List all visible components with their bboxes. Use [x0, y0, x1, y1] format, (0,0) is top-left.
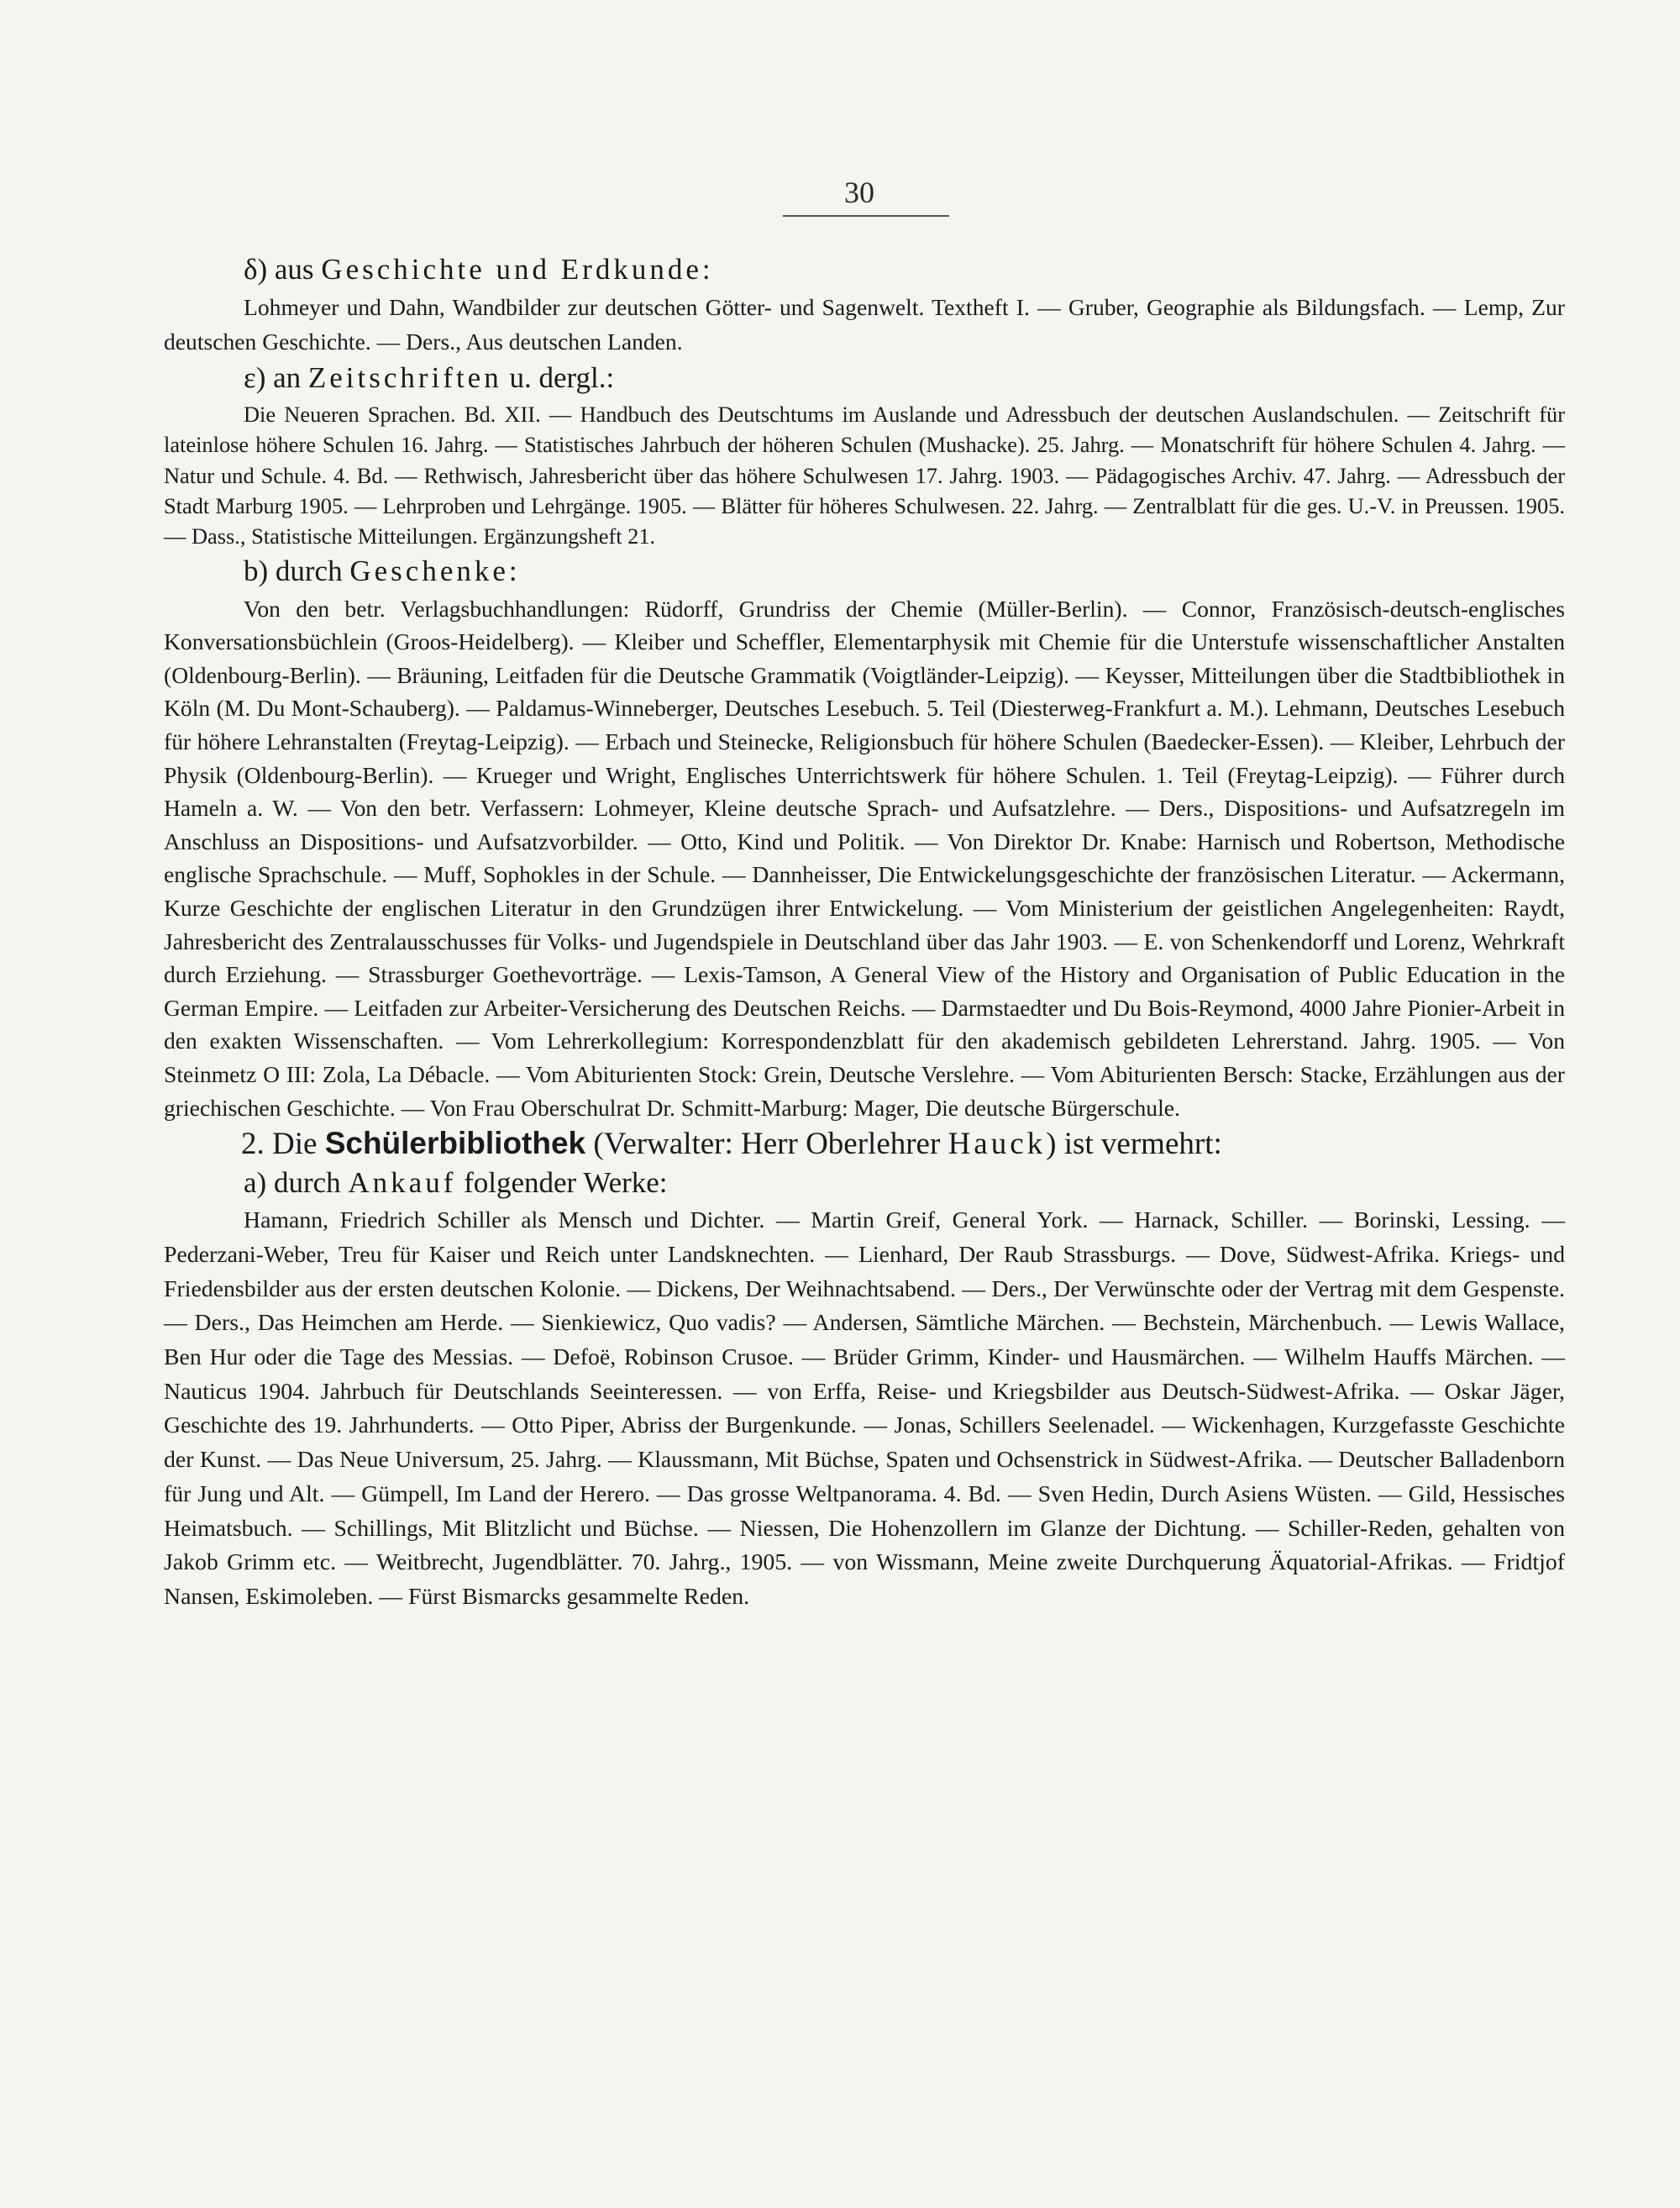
heading-suffix: : — [508, 554, 517, 587]
header-rule — [783, 215, 949, 217]
heading-prefix: δ) aus — [244, 253, 322, 286]
heading-zeitschriften — [164, 360, 1565, 396]
heading-suffix: folgender Werke: — [456, 1166, 668, 1200]
heading-prefix: b) durch — [244, 554, 350, 587]
heading-suffix: : — [701, 253, 711, 286]
heading-suffix: u. dergl.: — [501, 361, 615, 395]
heading-geschichte-erdkunde — [164, 252, 1565, 287]
page-content — [164, 250, 1565, 1615]
heading-ankauf — [164, 1165, 1565, 1201]
heading-middle: (Verwalter: Herr Oberlehrer — [585, 1127, 948, 1162]
heading-suffix: ) ist vermehrt: — [1046, 1127, 1222, 1162]
heading-bold-text: Schülerbibliothek — [324, 1126, 586, 1161]
heading-prefix: a) durch — [244, 1166, 349, 1200]
paragraph-geschichte-erdkunde: Lohmeyer und Dahn, Wandbilder zur deutschen Götter- und Sagenwelt. Textheft I. — Gruber, Geographie als Bildungsfach. — Lemp, Zur deutschen Geschichte. — Ders., Aus deutschen Landen. — [164, 294, 1565, 355]
heading-prefix: 2. Die — [241, 1127, 325, 1162]
heading-prefix: ε) an — [244, 361, 308, 395]
paragraph-ankauf: Hamann, Friedrich Schiller als Mensch und Dichter. — Martin Greif, General York. — Harnack, Schiller. — Borinski, Lessing. — Pederzani-Weber, Treu für Kaiser und Reich unter Landsknechten. — Lienhard, Der Raub Strassburgs. — Dove, Südwest-Afrika. Kriegs- und Friedensbilder aus der ersten deutschen Kolonie. — Dickens, Der Weihnachtsabend. — Ders., Der Verwünschte oder der Vertrag mit dem Gespenste. — Ders., Das Heimchen am Herde. — Sienkiewicz, Quo vadis? — Andersen, Sämtliche Märchen. — Bechstein, Märchenbuch. — Lewis Wallace, Ben Hur oder die Tage des Messias. — Defoë, Robinson Crusoe. — Brüder Grimm, Kinder- und Hausmärchen. — Wilhelm Hauffs Märchen. — Nauticus 1904. Jahrbuch für Deutschlands Seeinteressen. — von Erffa, Reise- und Kriegsbilder aus Deutsch-Südwest-Afrika. — Oskar Jäger, Geschichte des 19. Jahrhunderts. — Otto Piper, Abriss der Burgenkunde. — Jonas, Schillers Seelenadel. — Wickenhagen, Kurzgefasste Geschichte der Kunst. — Das Neue Universum, 25. Jahrg. — Klaussmann, Mit Büchse, Spaten und Ochsenstrick in Südwest-Afrika. — Deutscher Balladenborn für Jung und Alt. — Gümpell, Im Land der Herero. — Das grosse Weltpanorama. 4. Bd. — Sven Hedin, Durch Asiens Wüsten. — Gild, Hessisches Heimatsbuch. — Schillings, Mit Blitzlicht und Büchse. — Niessen, Die Hohenzollern im Glanze der Dichtung. — Schiller-Reden, gehalten von Jakob Grimm etc. — Weitbrecht, Jugendblätter. 70. Jahrg., 1905. — von Wissmann, Meine zweite Durchquerung Äquatorial-Afrikas. — Fridtjof Nansen, Eskimoleben. — Fürst Bismarcks gesammelte Reden. — [164, 1207, 1565, 1610]
heading-schuelerbibliothek — [164, 1126, 1565, 1162]
heading-spaced-text: Hauck — [948, 1127, 1047, 1162]
heading-geschenke — [164, 554, 1565, 589]
heading-spaced-text: Ankauf — [348, 1166, 457, 1200]
paragraph-geschenke: Von den betr. Verlagsbuchhandlungen: Rüdorff, Grundriss der Chemie (Müller-Berlin). — Connor, Französisch-deutsch-englisches Konversationsbüchlein (Groos-Heidelberg). — Kleiber und Scheffler, Elementarphysik mit Chemie für die Unterstufe wissenschaftlicher Anstalten (Oldenbourg-Berlin). — Bräuning, Leitfaden für die Deutsche Grammatik (Voigtländer-Leipzig). — Keysser, Mitteilungen über die Stadtbibliothek in Köln (M. Du Mont-Schauberg). — Paldamus-Winneberger, Deutsches Lesebuch. 5. Teil (Diesterweg-Frankfurt a. M.). Lehmann, Deutsches Lesebuch für höhere Lehranstalten (Freytag-Leipzig). — Erbach und Steinecke, Religionsbuch für höhere Schulen (Baedecker-Essen). — Kleiber, Lehrbuch der Physik (Oldenbourg-Berlin). — Krueger und Wright, Englisches Unterrichtswerk für höhere Schulen. 1. Teil (Freytag-Leipzig). — Führer durch Hameln a. W. — Von den betr. Verfassern: Lohmeyer, Kleine deutsche Sprach- und Aufsatzlehre. — Ders., Dispositions- und Aufsatzregeln im Anschluss an Dispositions- und Aufsatzvorbilder. — Otto, Kind und Politik. — Von Direktor Dr. Knabe: Harnisch und Robertson, Methodische englische Sprachschule. — Muff, Sophokles in der Schule. — Dannheisser, Die Entwickelungsgeschichte der französischen Literatur. — Ackermann, Kurze Geschichte der englischen Literatur in den Grundzügen ihrer Entwickelung. — Vom Ministerium der geistlichen Angelegenheiten: Raydt, Jahresbericht des Zentralausschusses für Volks- und Jugendspiele in Deutschland über das Jahr 1903. — E. von Schenkendorff und Lorenz, Wehrkraft durch Erziehung. — Strassburger Goethevorträge. — Lexis-Tamson, A General View of the History and Organisation of Public Education in the German Empire. — Leitfaden zur Arbeiter-Versicherung des Deutschen Reichs. — Darmstaedter und Du Bois-Reymond, 4000 Jahre Pionier-Arbeit in den exakten Wissenschaften. — Vom Lehrerkollegium: Korrespondenzblatt für den akademisch gebildeten Lehrerstand. Jahrg. 1905. — Von Steinmetz O III: Zola, La Débacle. — Vom Abiturienten Stock: Grein, Deutsche Verslehre. — Vom Abiturienten Bersch: Stacke, Erzählungen aus der griechischen Geschichte. — Von Frau Oberschulrat Dr. Schmitt-Marburg: Mager, Die deutsche Bürgerschule. — [164, 595, 1565, 1121]
heading-spaced-text: Geschenke — [349, 554, 509, 587]
heading-spaced-text: Zeitschriften — [307, 361, 502, 395]
heading-spaced-text: Geschichte und Erdkunde — [321, 253, 702, 286]
paragraph-zeitschriften: Die Neueren Sprachen. Bd. XII. — Handbuch des Deutschtums im Auslande und Adressbuch der deutschen Auslandschulen. — Zeitschrift für lateinlose höhere Schulen 16. Jahrg. — Statistisches Jahrbuch der höheren Schulen (Mushacke). 25. Jahrg. — Monatschrift für höhere Schulen 4. Jahrg. — Natur und Schule. 4. Bd. — Rethwisch, Jahresbericht über das höhere Schulwesen 17. Jahrg. 1903. — Pädagogisches Archiv. 47. Jahrg. — Adressbuch der Stadt Marburg 1905. — Lehrproben und Lehrgänge. 1905. — Blätter für höheres Schulwesen. 22. Jahrg. — Zentralblatt für die ges. U.-V. in Preussen. 1905. — Dass., Statistische Mitteilungen. Ergänzungsheft 21. — [164, 402, 1565, 549]
page-number: 30 — [844, 176, 874, 209]
